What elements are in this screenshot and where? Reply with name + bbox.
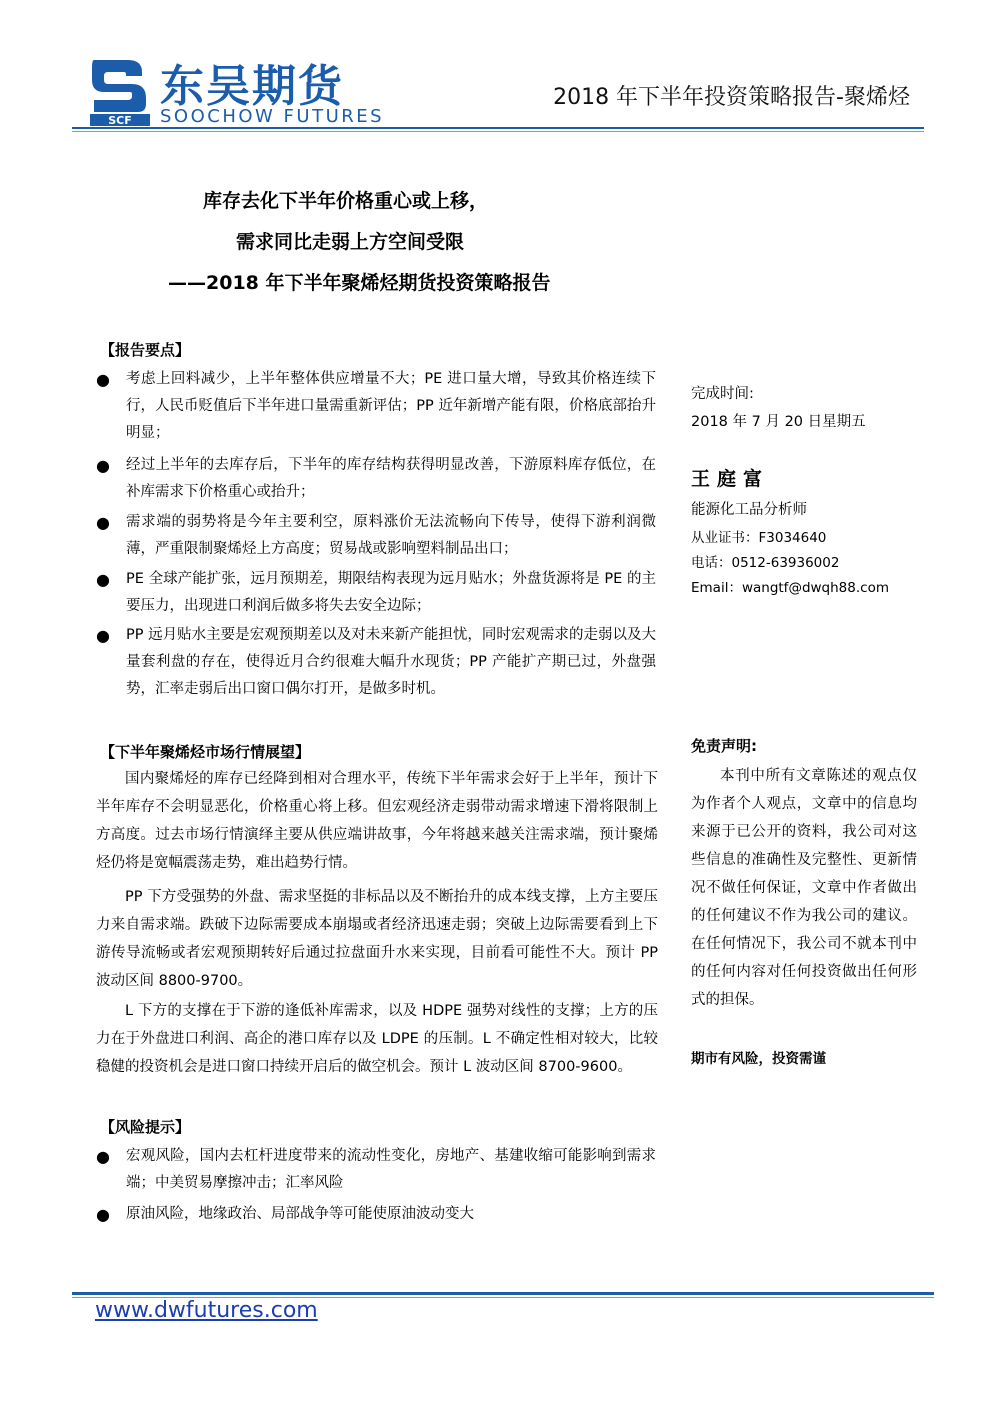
bullet-icon: ● — [96, 1205, 110, 1224]
logo-english-name: SOOCHOW FUTURES — [160, 106, 385, 127]
key-point-item — [96, 622, 656, 703]
company-logo — [88, 52, 408, 130]
key-point-text: PE 全球产能扩张，远月预期差，期限结构表现为远月贴水；外盘货源将是 PE 的主要压力，出现进口利润后做多将失去安全边际； — [126, 571, 656, 614]
bullet-icon: ● — [96, 1147, 110, 1166]
footer-divider — [72, 1292, 934, 1295]
header-report-title: 2018 年下半年投资策略报告-聚烯烃 — [553, 85, 910, 110]
title-line-1: 库存去化下半年价格重心或上移， — [203, 190, 489, 212]
header-divider-thin — [72, 131, 924, 132]
risk-item — [96, 1201, 656, 1228]
analyst-license: 从业证书：F3034640 — [691, 530, 827, 546]
outlook-paragraph: 国内聚烯烃的库存已经降到相对合理水平，传统下半年需求会好于上半年，预计下半年库存不会明显恶化，价格重心将上移。但宏观经济走弱带动需求增速下滑将限制上方高度。过去市场行情演绎主要从供应端讲故事，今年将越来越关注需求端，预计聚烯烃仍将是宽幅震荡走势，难出趋势行情。 — [96, 771, 658, 871]
outlook-paragraph: PP 下方受强势的外盘、需求坚挺的非标品以及不断抬升的成本线支撑，上方主要压力来自需求端。跌破下边际需要成本崩塌或者经济迅速走弱；突破上边际需要看到上下游传导流畅或者宏观预期转好后通过拉盘面升水来实现，目前看可能性不大。预计 PP 波动区间 8800-9700。 — [96, 889, 658, 989]
key-point-text: 经过上半年的去库存后，下半年的库存结构获得明显改善，下游原料库存低位，在补库需求下价格重心或抬升； — [126, 457, 656, 500]
key-point-item — [96, 452, 656, 506]
disclaimer-heading: 免责声明: — [691, 737, 757, 755]
completion-date: 2018 年 7 月 20 日星期五 — [691, 414, 866, 430]
key-point-item — [96, 566, 656, 620]
risk-text: 原油风险，地缘政治、局部战争等可能使原油波动变大 — [126, 1206, 474, 1222]
key-point-item — [96, 366, 656, 447]
bullet-icon: ● — [96, 370, 110, 389]
analyst-phone: 电话：0512-63936002 — [691, 555, 840, 571]
bullet-icon: ● — [96, 513, 110, 532]
key-points-heading: 【报告要点】 — [100, 341, 191, 359]
outlook-heading: 【下半年聚烯烃市场行情展望】 — [100, 743, 311, 761]
bullet-icon: ● — [96, 456, 110, 475]
analyst-email[interactable]: Email：wangtf@dwqh88.com — [691, 580, 889, 596]
title-line-2: 需求同比走弱上方空间受限 — [236, 231, 465, 253]
key-point-text: PP 远月贴水主要是宏观预期差以及对未来新产能担忧，同时宏观需求的走弱以及大量套利盘的存在，使得近月合约很难大幅升水现货；PP 产能扩产期已过，外盘强势，汇率走弱后出口窗口偶尔打开，是做多时机。 — [126, 627, 656, 697]
risk-notice: 期市有风险，投资需谨 — [691, 1051, 826, 1067]
outlook-paragraph: L 下方的支撑在于下游的逢低补库需求，以及 HDPE 强势对线性的支撑；上方的压力在于外盘进口利润、高企的港口库存以及 LDPE 的压制。L 不确定性相对较大，比较稳健的投资机会是进口窗口持续开启后的做空机会。预计 L 波动区间 8700-9600。 — [96, 1003, 658, 1075]
disclaimer-text: 本刊中所有文章陈述的观点仅为作者个人观点，文章中的信息均来源于已公开的资料，我公司对这些信息的准确性及完整性、更新情况不做任何保证，文章中作者做出的任何建议不作为我公司的建议。在任何情况下，我公司不就本刊中的任何内容对任何投资做出任何形式的担保。 — [691, 768, 917, 1008]
analyst-title: 能源化工品分析师 — [691, 502, 807, 518]
title-line-3: ——2018 年下半年聚烯烃期货投资策略报告 — [168, 272, 551, 294]
scf-logo-icon — [88, 52, 152, 126]
key-point-text: 考虑上回料减少，上半年整体供应增量不大；PE 进口量大增，导致其价格连续下行，人民币贬值后下半年进口量需重新评估；PP 近年新增产能有限，价格底部抬升明显； — [126, 371, 656, 441]
header-divider — [72, 127, 924, 129]
completion-label: 完成时间: — [691, 386, 754, 402]
bullet-icon: ● — [96, 570, 110, 589]
risk-heading: 【风险提示】 — [100, 1118, 191, 1136]
footer-website-link[interactable]: www.dwfutures.com — [95, 1298, 318, 1323]
analyst-name: 王庭富 — [691, 468, 770, 490]
risk-item — [96, 1143, 656, 1197]
key-point-text: 需求端的弱势将是今年主要利空，原料涨价无法流畅向下传导，使得下游利润微薄，严重限制聚烯烃上方高度；贸易战或影响塑料制品出口； — [126, 514, 656, 557]
logo-mark-text: SCF — [108, 114, 132, 126]
logo-chinese-name: 东吴期货 — [160, 61, 344, 112]
risk-text: 宏观风险，国内去杠杆进度带来的流动性变化，房地产、基建收缩可能影响到需求端；中美贸易摩擦冲击；汇率风险 — [126, 1148, 656, 1191]
bullet-icon: ● — [96, 626, 110, 645]
key-point-item — [96, 509, 656, 563]
